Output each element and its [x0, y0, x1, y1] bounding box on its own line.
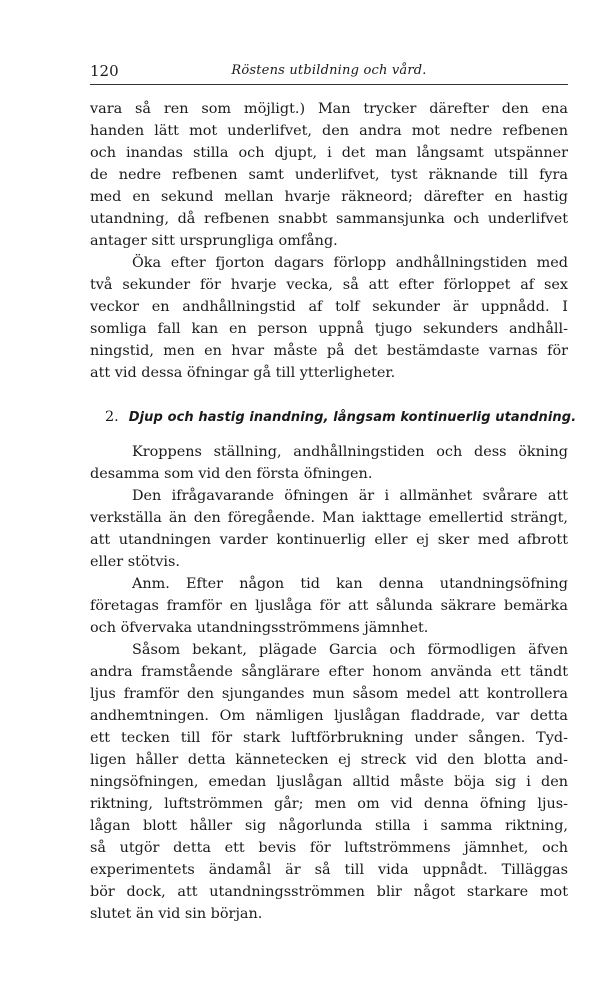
text-line: Den ifrågavarande öfningen är i allmänhet svårare att: [132, 488, 568, 504]
text-line: andra framstående sånglärare efter honom använda ett tändt: [90, 664, 568, 680]
text-line: ningstid, men en hvar måste på det bestämdaste varnas för: [90, 343, 568, 359]
header-rule: [90, 84, 568, 85]
text-block-upper: [90, 98, 568, 384]
text-line: riktning, luftströmmen går; men om vid denna öfning ljus-: [90, 796, 568, 812]
text-line: Såsom bekant, plägade Garcia och förmodligen äfven: [132, 642, 568, 658]
paragraph: [90, 441, 568, 485]
text-line: experimentets ändamål är så till vida uppnådt. Tilläggas: [90, 862, 568, 878]
section-number: 2.: [105, 409, 119, 425]
paragraph: [90, 252, 568, 384]
text-line: och inandas stilla och djupt, i det man långsamt utspänner: [90, 145, 568, 161]
text-line: Öka efter fjorton dagars förlopp andhållningstiden med: [132, 255, 568, 271]
text-line: utandning, då refbenen snabbt sammansjunka och underlifvet: [90, 211, 568, 227]
paragraph: [90, 573, 568, 639]
text-line: somliga fall kan en person uppnå tjugo sekunders andhåll-: [90, 321, 568, 337]
page-header: [90, 62, 568, 84]
text-line: företagas framför en ljuslåga för att sålunda säkrare bemärka: [90, 598, 568, 614]
page-number: 120: [90, 62, 119, 80]
running-title: Röstens utbildning och vård.: [231, 63, 427, 78]
text-line: de nedre refbenen samt underlifvet, tyst räknande till fyra: [90, 167, 568, 183]
text-line: så utgör detta ett bevis för luftströmmens jämnhet, och: [90, 840, 568, 856]
text-line: slutet än vid sin början.: [90, 906, 263, 922]
paragraph: [90, 639, 568, 925]
text-line: andhemtningen. Om nämligen ljuslågan fladdrade, var detta: [90, 708, 568, 724]
text-line: vara så ren som möjligt.) Man trycker därefter den ena: [90, 101, 568, 117]
text-line: Kroppens ställning, andhållningstiden och dess ökning: [132, 444, 568, 460]
text-line: två sekunder för hvarje vecka, så att efter förloppet af sex: [90, 277, 568, 293]
text-line: lågan blott håller sig någorlunda stilla i samma riktning,: [90, 818, 568, 834]
text-line: ett tecken till för stark luftförbrukning under sången. Tyd-: [90, 730, 568, 746]
text-line: med en sekund mellan hvarje räkneord; därefter en hastig: [90, 189, 568, 205]
text-line: att vid dessa öfningar gå till ytterligheter.: [90, 365, 396, 381]
text-line: veckor en andhållningstid af tolf sekunder är uppnådd. I: [90, 299, 568, 315]
paragraph: [90, 485, 568, 573]
section-title: Djup och hastig inandning, långsam kontinuerlig utandning.: [128, 410, 577, 425]
paragraph: [90, 98, 568, 252]
text-line: ningsöfningen, emedan ljuslågan alltid måste böja sig i den: [90, 774, 568, 790]
text-line: att utandningen varder kontinuerlig eller ej sker med afbrott: [90, 532, 568, 548]
text-line: ljus framför den sjungandes mun såsom medel att kontrollera: [90, 686, 568, 702]
text-line: handen lätt mot underlifvet, den andra mot nedre refbenen: [90, 123, 568, 139]
text-line: desamma som vid den första öfningen.: [90, 466, 373, 482]
text-line: Anm. Efter någon tid kan denna utandningsöfning: [132, 576, 568, 592]
text-block-lower: [90, 441, 568, 925]
text-line: ligen håller detta kännetecken ej streck vid den blotta and-: [90, 752, 568, 768]
text-line: och öfvervaka utandningsströmmens jämnhet.: [90, 620, 429, 636]
text-line: antager sitt ursprungliga omfång.: [90, 233, 338, 249]
section-heading: [105, 409, 576, 425]
text-line: verkställa än den föregående. Man iakttage emellertid strängt,: [90, 510, 568, 526]
text-line: bör dock, att utandningsströmmen blir något starkare mot: [90, 884, 568, 900]
text-line: eller stötvis.: [90, 554, 180, 570]
